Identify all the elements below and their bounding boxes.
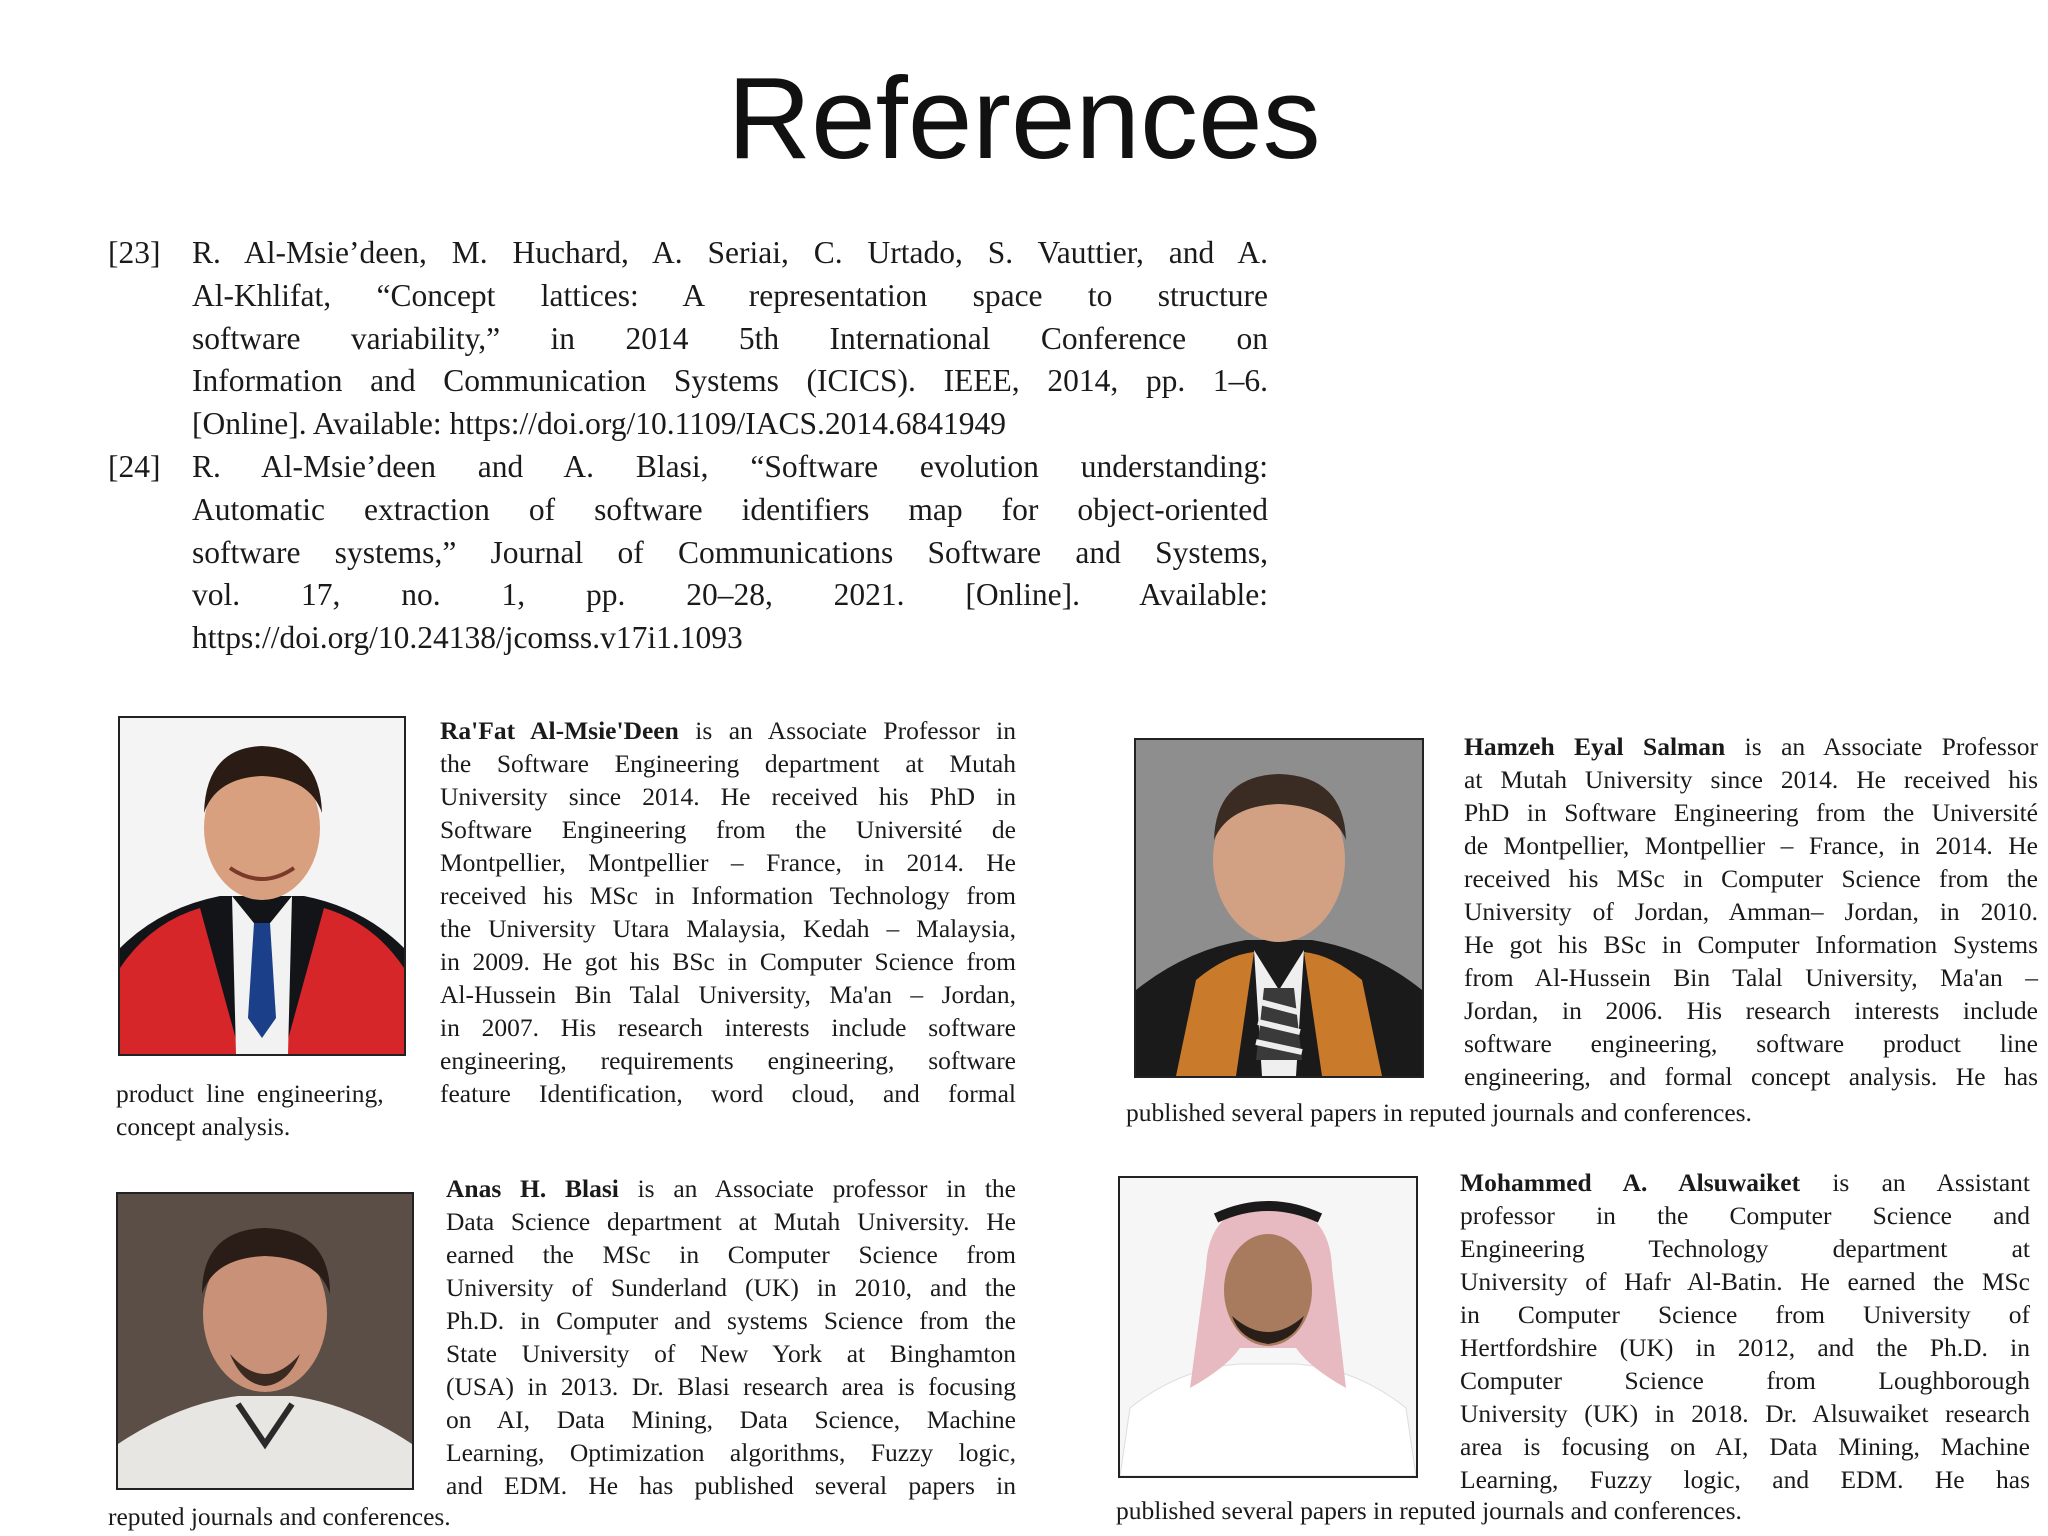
bio-line: [1464, 730, 2038, 763]
bio-line: area is focusing on AI, Data Mining, Machine: [1460, 1432, 2030, 1461]
author-photo: [1134, 738, 1424, 1078]
author-bio-text: [446, 1172, 1016, 1502]
bio-line: University since 2014. He received his PhD in: [440, 782, 1016, 811]
bio-line: State University of New York at Binghamton: [446, 1339, 1016, 1368]
bio-line: published several papers in reputed journals and conferences.: [1126, 1098, 1752, 1127]
bio-line: Ph.D. in Computer and systems Science from the: [446, 1306, 1016, 1335]
author-bio-text: [1460, 1166, 2030, 1496]
bio-line: on AI, Data Mining, Data Science, Machine: [446, 1405, 1016, 1434]
bio-line: from Al-Hussein Bin Talal University, Ma'an –: [1464, 963, 2038, 992]
reference-line: vol. 17, no. 1, pp. 20–28, 2021. [Online]. Available:: [192, 577, 1268, 613]
bio-line: in 2009. He got his BSc in Computer Science from: [440, 947, 1016, 976]
bio-text: is an Associate Professor: [1725, 732, 2038, 761]
reference-text: [192, 446, 1268, 660]
bio-line: feature Identification, word cloud, and formal: [440, 1079, 1016, 1108]
bio-line: University of Jordan, Amman– Jordan, in 2010.: [1464, 897, 2038, 926]
bio-line: Hertfordshire (UK) in 2012, and the Ph.D. in: [1460, 1333, 2030, 1362]
bio-line: Montpellier, Montpellier – France, in 2014. He: [440, 848, 1016, 877]
reference-line: software variability,” in 2014 5th International Conference on: [192, 320, 1268, 356]
bio-line: engineering, requirements engineering, software: [440, 1046, 1016, 1075]
bio-line: reputed journals and conferences.: [108, 1502, 451, 1531]
bio-text: is an Associate professor in the: [618, 1174, 1016, 1203]
reference-line: R. Al-Msie’deen, M. Huchard, A. Seriai, C. Urtado, S. Vauttier, and A.: [192, 235, 1268, 270]
bio-line: received his MSc in Computer Science from the: [1464, 864, 2038, 893]
bio-line: engineering, and formal concept analysis. He has: [1464, 1062, 2038, 1091]
reference-text: [192, 232, 1268, 446]
reference-number: [23]: [108, 235, 161, 270]
bio-line: the Software Engineering department at Mutah: [440, 749, 1016, 778]
author-photo: [116, 1192, 414, 1490]
bio-line: University of Hafr Al-Batin. He earned the MSc: [1460, 1267, 2030, 1296]
bio-line: in Computer Science from University of: [1460, 1300, 2030, 1329]
bio-line: Data Science department at Mutah University. He: [446, 1207, 1016, 1236]
bio-line: software engineering, software product line: [1464, 1029, 2038, 1058]
bio-text: is an Associate Professor in: [678, 716, 1016, 745]
bio-line: the University Utara Malaysia, Kedah – Malaysia,: [440, 914, 1016, 943]
reference-line: R. Al-Msie’deen and A. Blasi, “Software evolution understanding:: [192, 449, 1268, 484]
reference-line: [Online]. Available: https://doi.org/10.1109/IACS.2014.6841949: [192, 406, 1007, 442]
bio-line: Computer Science from Loughborough: [1460, 1366, 2030, 1395]
bio-line: Software Engineering from the Université de: [440, 815, 1016, 844]
reference-line: https://doi.org/10.24138/jcomss.v17i1.1093: [192, 620, 743, 656]
bio-line: at Mutah University since 2014. He received his: [1464, 765, 2038, 794]
author-name: Anas H. Blasi: [446, 1174, 619, 1203]
bio-line: Al-Hussein Bin Talal University, Ma'an – Jordan,: [440, 980, 1016, 1009]
bio-line: [1460, 1166, 2030, 1199]
bio-line: University of Sunderland (UK) in 2010, and the: [446, 1273, 1016, 1302]
bio-line: de Montpellier, Montpellier – France, in 2014. He: [1464, 831, 2038, 860]
bio-line: Jordan, in 2006. His research interests include: [1464, 996, 2038, 1025]
bio-line: Learning, Optimization algorithms, Fuzzy logic,: [446, 1438, 1016, 1467]
author-bio-text: [1464, 730, 2038, 1093]
bio-line: Learning, Fuzzy logic, and EDM. He has: [1460, 1465, 2030, 1494]
bio-line: product line engineering,: [116, 1079, 384, 1108]
author-photo: [118, 716, 406, 1056]
reference-24: [108, 446, 1268, 660]
bio-line: Engineering Technology department at: [1460, 1234, 2030, 1263]
author-photo: [1118, 1176, 1418, 1478]
bio-line: published several papers in reputed journals and conferences.: [1116, 1496, 1742, 1525]
bio-line: professor in the Computer Science and: [1460, 1201, 2030, 1230]
bio-line: PhD in Software Engineering from the Université: [1464, 798, 2038, 827]
bio-line: received his MSc in Information Technology from: [440, 881, 1016, 910]
author-name: Ra'Fat Al-Msie'Deen: [440, 716, 679, 745]
bio-line: He got his BSc in Computer Information Systems: [1464, 930, 2038, 959]
bio-line: in 2007. His research interests include software: [440, 1013, 1016, 1042]
bio-line: (USA) in 2013. Dr. Blasi research area is focusing: [446, 1372, 1016, 1401]
slide-title: References: [727, 53, 1321, 183]
bio-line: University (UK) in 2018. Dr. Alsuwaiket research: [1460, 1399, 2030, 1428]
bio-line: [440, 714, 1016, 747]
author-name: Hamzeh Eyal Salman: [1464, 732, 1726, 761]
reference-line: Al-Khlifat, “Concept lattices: A representation space to structure: [192, 277, 1268, 313]
bio-text: is an Assistant: [1800, 1168, 2030, 1197]
reference-line: software systems,” Journal of Communications Software and Systems,: [192, 534, 1268, 570]
bio-line: and EDM. He has published several papers in: [446, 1471, 1016, 1500]
bio-line: concept analysis.: [116, 1112, 291, 1141]
reference-23: [108, 232, 1268, 446]
bio-line: earned the MSc in Computer Science from: [446, 1240, 1016, 1269]
author-name: Mohammed A. Alsuwaiket: [1460, 1168, 1801, 1197]
reference-line: Information and Communication Systems (ICICS). IEEE, 2014, pp. 1–6.: [192, 363, 1268, 399]
reference-number: [24]: [108, 449, 161, 484]
author-bio-text: [440, 714, 1016, 1110]
reference-line: Automatic extraction of software identifiers map for object-oriented: [192, 491, 1268, 527]
bio-line: [446, 1172, 1016, 1205]
